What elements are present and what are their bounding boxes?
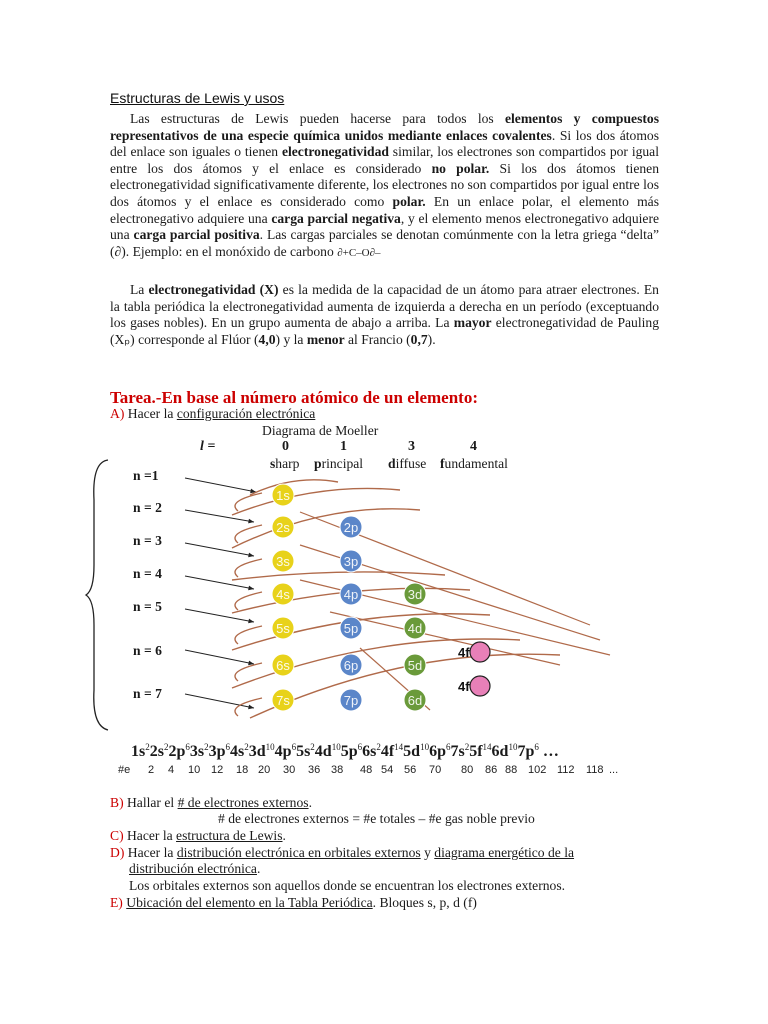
text: La xyxy=(130,282,149,297)
orbital-term: 3s xyxy=(189,743,205,760)
note-d: Los orbitales externos son aquellos donde se encuentran los electrones externos. xyxy=(129,878,566,893)
counts-label: #e xyxy=(118,764,131,776)
orbital-term: 3d xyxy=(248,743,266,760)
orbital-label: 7p xyxy=(343,693,359,708)
item-d xyxy=(110,845,574,861)
bold-text: no polar. xyxy=(431,160,490,176)
orbital-exponent: 6 xyxy=(291,742,297,752)
electron-count: 2 xyxy=(148,764,155,776)
item-link[interactable]: configuración electrónica xyxy=(176,406,316,421)
item-link[interactable]: # de electrones externos xyxy=(177,795,309,810)
orbital-term: 4s xyxy=(230,743,245,760)
orbital-term: 1s xyxy=(131,743,146,760)
orbital-term: 6s xyxy=(362,743,377,760)
level-label: n = 3 xyxy=(133,533,162,548)
bold-text: electronegatividad (X) xyxy=(148,282,279,297)
l-value: 3 xyxy=(408,439,415,454)
orbital-term: 5d xyxy=(403,743,421,760)
orbital-label: 6p xyxy=(343,658,359,673)
item-letter: C) xyxy=(110,828,124,843)
text: al Francio ( xyxy=(344,331,411,347)
electron-count: 20 xyxy=(258,764,271,776)
curly-brace xyxy=(86,460,108,730)
orbital-label: 3p xyxy=(343,554,359,569)
text: y xyxy=(420,845,435,860)
text: . xyxy=(256,861,261,876)
orbital-exponent: 2 xyxy=(204,742,209,752)
text: es la medida de la capacidad de un átomo para atraer electrones. En la tabla periódica la electronegatividad aumenta de izquierda a derecha en un período (exceptuando los gases nobles). En un grupo aumenta de abajo a arriba. La xyxy=(110,282,659,331)
text: Hacer la xyxy=(124,406,177,421)
text: . Las cargas parciales se denotan comúnmente con la letra griega “delta” (∂). Ejemplo: en el monóxido de carbono xyxy=(110,227,660,259)
orbital-label: 2p xyxy=(343,520,359,535)
orbital-exponent: 2 xyxy=(464,742,470,752)
text: En un enlace polar, el elemento más electronegativo adquiere una xyxy=(110,193,659,226)
orbital-exponent: 6 xyxy=(185,742,190,752)
column-initial: p xyxy=(314,456,322,471)
formula-b: # de electrones externos = #e totales – #e gas noble previo xyxy=(218,811,535,826)
f-orbital-label: 4f xyxy=(458,679,470,694)
column-rest: rincipal xyxy=(321,456,364,471)
electron-count: 36 xyxy=(308,764,321,776)
item-b xyxy=(110,795,312,811)
orbital-exponent: 14 xyxy=(394,742,404,752)
column-rest: iffuse xyxy=(395,456,427,471)
orbital-exponent: 2 xyxy=(163,742,169,752)
electron-count: 88 xyxy=(505,764,518,776)
bold-text: carga parcial negativa xyxy=(271,210,401,226)
bold-text: carga parcial positiva xyxy=(133,227,260,243)
f-orbital xyxy=(470,642,490,662)
arrow-head xyxy=(248,705,254,710)
level-label: n = 7 xyxy=(133,686,162,701)
orbital-label: 5d xyxy=(407,658,423,673)
configuration-sequence xyxy=(131,742,559,761)
electron-count: 112 xyxy=(557,764,575,776)
item-letter: B) xyxy=(110,795,124,810)
electron-count: 30 xyxy=(283,764,296,776)
orbital-label: 1s xyxy=(276,488,290,503)
bold-text: mayor xyxy=(453,315,492,331)
text: similar, los electrones son compartidos por igual entre los dos átomos y el enlace es considerado xyxy=(110,144,659,176)
level-label: n =1 xyxy=(133,468,159,483)
pointer-arrow xyxy=(185,609,254,622)
item-link[interactable]: distribución electrónica en orbitales externos xyxy=(176,845,421,860)
orbital-label: 4d xyxy=(407,621,423,636)
orbital-term: 2p xyxy=(168,743,186,760)
orbital-label: 3s xyxy=(276,554,290,569)
orbital-term: … xyxy=(538,743,559,760)
bold-text: polar. xyxy=(392,193,426,209)
orbital-term: 2s xyxy=(149,743,164,760)
electron-count: 80 xyxy=(461,764,474,776)
pointer-arrow xyxy=(185,650,254,664)
filling-loop xyxy=(235,559,262,577)
text: Hacer la xyxy=(123,828,177,843)
orbital-term: 7s xyxy=(450,743,465,760)
electron-count: 48 xyxy=(360,764,373,776)
bold-text: 4,0 xyxy=(258,331,276,347)
electron-count: 102 xyxy=(528,764,547,776)
text: Hallar el xyxy=(123,795,178,810)
orbital-term: 6d xyxy=(491,743,509,760)
f-orbital xyxy=(470,676,490,696)
text: electronegatividad de Pauling (Xₚ) corresponde al Flúor ( xyxy=(110,315,659,347)
item-c xyxy=(110,828,286,844)
bold-text: menor xyxy=(306,331,345,347)
l-value: 0 xyxy=(282,439,289,454)
orbital-term: 7p xyxy=(517,743,535,760)
electron-count: 86 xyxy=(485,764,498,776)
item-letter: D) xyxy=(110,845,125,860)
pointer-arrow xyxy=(185,510,254,522)
pointer-arrow xyxy=(185,478,256,492)
orbital-label: 6s xyxy=(276,658,290,673)
item-d-cont xyxy=(129,861,260,877)
co-formula: ∂+C–O∂– xyxy=(337,246,381,259)
level-label: n = 6 xyxy=(133,643,162,658)
section-title: Estructuras de Lewis y usos xyxy=(110,90,285,106)
arrow-head xyxy=(248,519,254,524)
text: . xyxy=(282,828,286,843)
item-link[interactable]: estructura de Lewis xyxy=(176,828,283,843)
arrow-head xyxy=(248,553,254,558)
orbital-term: 4p xyxy=(274,743,292,760)
orbital-label: 4s xyxy=(276,587,290,602)
column-rest: harp xyxy=(275,456,300,471)
bold-text: elementos y compuestos representativos de una especie química unidos mediante enlaces covalentes xyxy=(110,111,659,143)
item-link[interactable]: Ubicación del elemento en la Tabla Periódica xyxy=(126,895,373,910)
orbital-exponent: 10 xyxy=(265,742,275,752)
orbital-exponent: 2 xyxy=(310,742,315,752)
item-letter: E) xyxy=(110,895,123,910)
orbital-exponent: 6 xyxy=(225,742,231,752)
orbital-exponent: 10 xyxy=(420,742,430,752)
column-initial: s xyxy=(270,456,276,471)
orbital-term: 3p xyxy=(208,743,226,760)
level-label: n = 4 xyxy=(133,566,162,581)
l-label: l = xyxy=(200,439,216,454)
orbital-exponent: 2 xyxy=(145,742,150,752)
electron-count: 18 xyxy=(236,764,249,776)
l-value: 4 xyxy=(470,439,477,454)
text: , y el elemento menos electronegativo adquiere una xyxy=(110,210,660,243)
pointer-arrow xyxy=(185,694,254,708)
orbital-exponent: 2 xyxy=(244,742,249,752)
f-orbital-label: 4f xyxy=(458,645,470,660)
column-initial: d xyxy=(388,456,396,471)
orbital-label: 4p xyxy=(343,587,359,602)
orbital-term: 5s xyxy=(296,743,311,760)
orbital-exponent: 6 xyxy=(357,742,363,752)
orbital-term: 5p xyxy=(340,743,358,760)
text: ). xyxy=(427,331,436,347)
text: . Bloques s, p, d (f) xyxy=(372,895,477,910)
task-heading: Tarea.-En base al número atómico de un elemento: xyxy=(110,388,479,407)
orbital-term: 6p xyxy=(429,743,446,760)
orbital-exponent: 6 xyxy=(534,742,539,752)
orbital-label: 5s xyxy=(276,621,290,636)
item-letter: A) xyxy=(110,406,125,421)
electron-count: ... xyxy=(609,764,619,776)
column-rest: undamental xyxy=(444,456,508,471)
orbital-exponent: 10 xyxy=(331,742,341,752)
text: Hacer la xyxy=(124,845,177,860)
orbital-label: 2s xyxy=(276,520,290,535)
text: . Si los dos átomos del enlace son iguales o tienen xyxy=(110,127,659,160)
item-link[interactable]: distribución electrónica xyxy=(129,861,257,876)
arrow-head xyxy=(248,619,254,624)
orbital-label: 5p xyxy=(343,621,359,636)
filling-path xyxy=(232,509,420,548)
electron-count: 54 xyxy=(381,764,394,776)
pointer-arrow xyxy=(185,543,254,556)
item-link[interactable]: diagrama energético de la xyxy=(434,845,575,860)
orbital-exponent: 14 xyxy=(482,742,492,752)
electron-count: 4 xyxy=(168,764,175,776)
l-value: 1 xyxy=(340,439,347,454)
column-initial: f xyxy=(440,456,445,471)
orbital-term: 4f xyxy=(380,743,395,760)
level-label: n = 5 xyxy=(133,599,162,614)
orbital-label: 7s xyxy=(276,693,290,708)
bold-text: 0,7 xyxy=(410,331,428,347)
orbital-label: 6d xyxy=(407,693,423,708)
orbital-label: 3d xyxy=(407,587,423,602)
level-label: n = 2 xyxy=(133,500,162,515)
electron-count: 70 xyxy=(429,764,442,776)
electron-count: 12 xyxy=(211,764,224,776)
bold-text: electronegatividad xyxy=(281,144,389,160)
filling-path xyxy=(232,572,445,580)
text: Si los dos átomos tienen electronegatividad significativamente diferente, los electrones no son compartidos por igual entre los dos átomos y el enlace es considerado como xyxy=(110,160,659,209)
filling-path xyxy=(330,612,560,665)
arrow-head xyxy=(248,586,254,591)
diagram-title: Diagrama de Moeller xyxy=(262,423,379,438)
electron-count: 10 xyxy=(188,764,201,776)
orbital-exponent: 2 xyxy=(376,742,381,752)
orbital-exponent: 10 xyxy=(508,742,518,752)
orbital-exponent: 6 xyxy=(445,742,451,752)
electron-count: 118 xyxy=(586,764,604,776)
text: . xyxy=(308,795,312,810)
text: ) y la xyxy=(275,331,307,347)
orbital-term: 4d xyxy=(314,743,332,760)
text: Las estructuras de Lewis pueden hacerse para todos los xyxy=(130,111,505,126)
item-e xyxy=(110,895,477,911)
electron-count: 38 xyxy=(331,764,344,776)
orbital-term: 5f xyxy=(469,743,483,760)
electron-count: 56 xyxy=(404,764,417,776)
